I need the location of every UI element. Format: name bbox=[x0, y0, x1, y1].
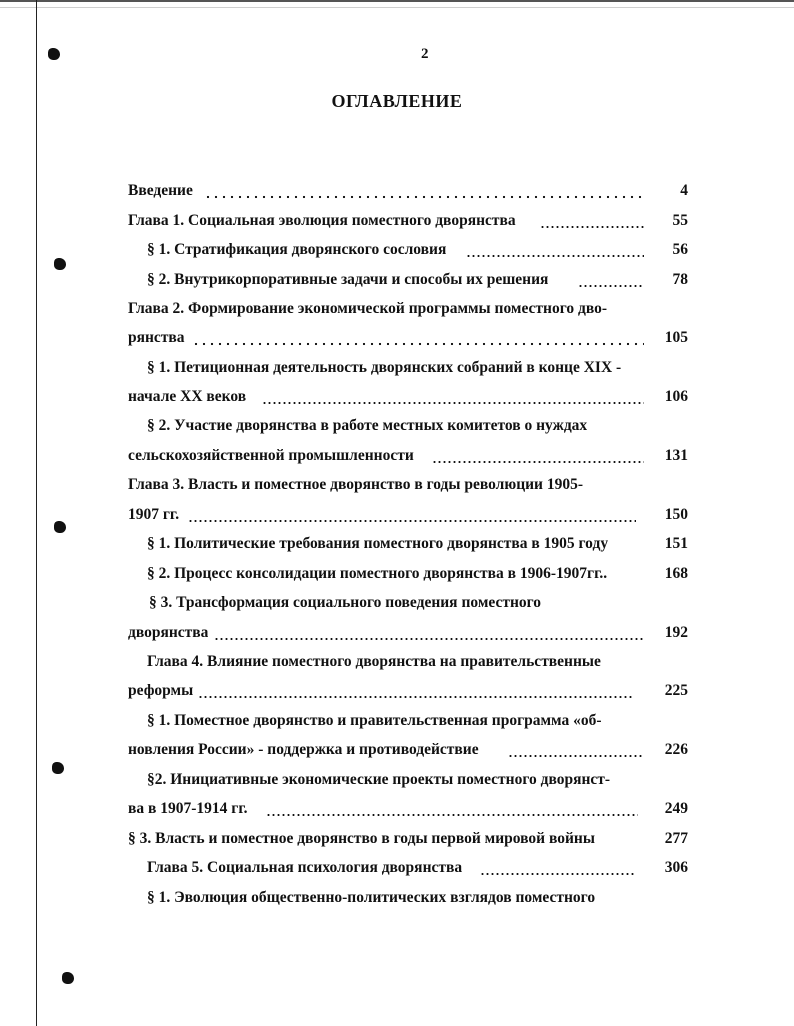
toc-entry-page: 55 bbox=[672, 212, 688, 229]
toc-entry-title[interactable]: § 3. Трансформация социального поведения поместного bbox=[149, 594, 542, 611]
leader-dots bbox=[198, 680, 632, 702]
leader-dots bbox=[188, 504, 636, 526]
toc-entry-page: 150 bbox=[664, 506, 688, 523]
leader-dots bbox=[466, 239, 644, 261]
toc-entry-title[interactable]: §2. Инициативные экономические проекты поместного дворянст- bbox=[147, 771, 611, 788]
toc-entry-title[interactable]: Глава 5. Социальная психология дворянства bbox=[147, 859, 463, 876]
leader-dots bbox=[432, 445, 644, 467]
toc-entry-title[interactable]: § 2. Участие дворянства в работе местных комитетов о нуждах bbox=[147, 417, 588, 434]
leader-dots bbox=[214, 622, 644, 644]
toc-entry-title[interactable]: Глава 4. Влияние поместного дворянства на правительственные bbox=[147, 653, 601, 670]
toc-entry-title[interactable]: § 2. Внутрикорпоративные задачи и способы их решения bbox=[147, 271, 549, 288]
leader-dots bbox=[480, 857, 634, 879]
toc-entry-continuation[interactable]: реформы bbox=[128, 682, 194, 699]
leader-dots bbox=[578, 269, 644, 291]
toc-entry-page: 131 bbox=[664, 447, 688, 464]
toc-entry-page: 192 bbox=[664, 624, 688, 641]
toc-entry-title[interactable]: § 1. Поместное дворянство и правительственная программа «об- bbox=[147, 712, 602, 729]
toc-entry-title[interactable]: Глава 1. Социальная эволюция поместного дворянства bbox=[128, 212, 516, 229]
toc-entry-title[interactable]: § 1. Петиционная деятельность дворянских собраний в конце XIX - bbox=[147, 359, 622, 376]
toc-entry-page: 78 bbox=[672, 271, 688, 288]
toc-entry-page: 225 bbox=[664, 682, 688, 699]
toc-entry-continuation[interactable]: новления России» - поддержка и противодействие bbox=[128, 741, 479, 758]
toc-entry-page: 306 bbox=[664, 859, 688, 876]
toc-entry-page: 106 bbox=[664, 388, 688, 405]
toc-entry-page: 56 bbox=[672, 241, 688, 258]
leader-dots bbox=[192, 327, 644, 349]
toc-entry-continuation[interactable]: сельскохозяйственной промышленности bbox=[128, 447, 414, 464]
leader-dots bbox=[540, 210, 644, 232]
toc-entry-page: 168 bbox=[664, 565, 688, 582]
toc-entry-continuation[interactable]: 1907 гг. bbox=[128, 506, 180, 523]
leader-dots bbox=[266, 798, 638, 820]
toc-entry-title[interactable]: § 1. Эволюция общественно-политических взглядов поместного bbox=[147, 889, 596, 906]
toc-entry-continuation[interactable]: начале XX веков bbox=[128, 388, 247, 405]
toc-entry-title[interactable]: Глава 2. Формирование экономической программы поместного дво- bbox=[128, 300, 608, 317]
leader-dots bbox=[508, 739, 644, 761]
toc-entry-page: 277 bbox=[664, 830, 688, 847]
page-number: 2 bbox=[421, 46, 429, 62]
toc-entry-page: 105 bbox=[664, 329, 688, 346]
toc-entry-title[interactable]: § 1. Политические требования поместного дворянства в 1905 году bbox=[147, 535, 609, 552]
toc-entry-title[interactable]: § 3. Власть и поместное дворянство в годы первой мировой войны bbox=[128, 830, 595, 847]
toc-entry-title[interactable]: Введение bbox=[128, 182, 193, 199]
toc-entry-continuation[interactable]: рянства bbox=[128, 329, 185, 346]
leader-dots bbox=[262, 386, 644, 408]
page-title: ОГЛАВЛЕНИЕ bbox=[331, 91, 463, 111]
toc-entry-page: 4 bbox=[680, 182, 688, 199]
toc-entry-title[interactable]: § 1. Стратификация дворянского сословия bbox=[147, 241, 447, 258]
toc-entry-page: 249 bbox=[664, 800, 688, 817]
toc-entry-page: 151 bbox=[664, 535, 688, 552]
toc-entry-title[interactable]: Глава 3. Власть и поместное дворянство в годы революции 1905- bbox=[128, 476, 584, 493]
toc-entry-continuation[interactable]: ва в 1907-1914 гг. bbox=[128, 800, 248, 817]
leader-dots bbox=[204, 180, 642, 202]
toc-entry-title[interactable]: § 2. Процесс консолидации поместного дворянства в 1906-1907гг.. bbox=[147, 565, 608, 582]
toc-entry-continuation[interactable]: дворянства bbox=[128, 624, 209, 641]
toc-entry-page: 226 bbox=[664, 741, 688, 758]
